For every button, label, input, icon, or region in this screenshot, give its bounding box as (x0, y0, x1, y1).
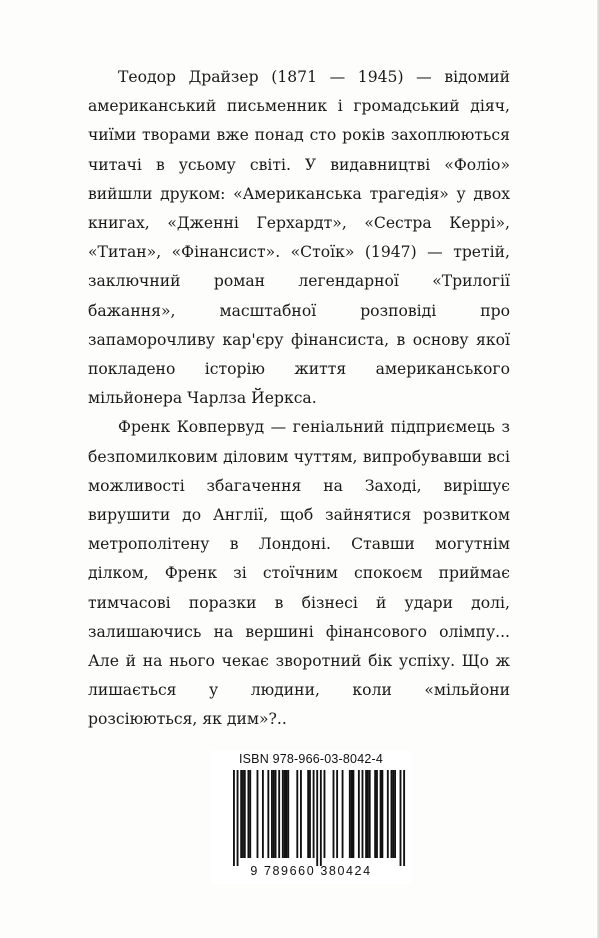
barcode-bar (352, 770, 354, 858)
barcode-bar (324, 770, 326, 858)
barcode-bar (367, 770, 369, 858)
barcode-bar (233, 770, 235, 866)
barcode-bar (242, 770, 244, 858)
barcode-bar (247, 770, 249, 858)
barcode-bar (336, 770, 338, 858)
barcode-bar (307, 770, 309, 858)
isbn-block (211, 750, 411, 884)
barcode-bar (249, 770, 251, 858)
barcode-bar (376, 770, 378, 858)
barcode-bar (262, 770, 264, 858)
barcode-bar (309, 770, 311, 858)
barcode-bar (365, 770, 367, 858)
barcode-bar (286, 770, 288, 858)
barcode-bar (273, 770, 275, 858)
barcode-bar (380, 770, 382, 858)
barcode-bar (381, 770, 383, 858)
barcode-bar (284, 770, 286, 858)
barcode-bar (349, 770, 351, 858)
barcode-bar (244, 770, 246, 858)
barcode-bar (392, 770, 394, 858)
barcode-bar (271, 770, 273, 858)
barcode-bar (403, 770, 405, 866)
barcode-bar (313, 770, 315, 858)
barcode-bar (358, 770, 360, 858)
barcode-bar (257, 770, 259, 858)
barcode-bar (240, 770, 242, 858)
barcode-digits: 9 789660 380424 (250, 864, 372, 878)
barcode-bar (296, 770, 298, 858)
barcode-bar (400, 770, 402, 866)
barcode (219, 770, 409, 866)
barcode-bar (278, 770, 280, 858)
barcode-bar (374, 770, 376, 858)
description-paragraph-2: Френк Ковпервуд — геніальний підприємець з безпомилковим діловим чуттям, випробувавши всі можливості збагачення на Заході, вирішує вирушити до Англії, щоб зайнятися розвитком метрополітену в Лондоні. Ставши могутнім ділком, Френк зі стоїчним спокоєм приймає тимчасові поразки в бізнесі й удари долі, залишаючись на вершині фінансового олімпу... Але й на нього чекає зворотний бік успіху. Що ж лишається у людини, коли «мільйони розсіюються, як дим»?.. (88, 418, 510, 729)
barcode-bar (369, 770, 371, 858)
barcode-bar (267, 770, 269, 858)
barcode-bar (316, 770, 318, 866)
barcode-bar (333, 770, 335, 858)
barcode-bar (287, 770, 289, 858)
description-paragraph-1: Теодор Драйзер (1871 — 1945) — відомий американський письменник і громадський діяч, чиїми творами вже понад сто років захоплюються читачі в усьому світі. У видавництві «Фоліо» вийшли друком: «Американська трагедія» у двох книгах, «Дженні Герхардт», «Сестра Керрі», «Титан», «Фінансист». «Стоїк» (1947) — третій, заключний роман легендарної «Трилогії бажання», масштабної розповіді про запаморочливу кар'єру фінансиста, в основу якої покладено історію життя американського мільйонера Чарлза Йеркса. (88, 68, 510, 408)
barcode-bar (237, 770, 239, 866)
book-description (88, 63, 510, 735)
barcode-bar (351, 770, 353, 858)
isbn-label: ISBN 978-966-03-8042-4 (238, 752, 384, 766)
barcode-bar (391, 770, 393, 858)
barcode-bar (282, 770, 284, 858)
barcode-bar (362, 770, 364, 858)
barcode-bar (320, 770, 322, 866)
barcode-bar (300, 770, 302, 858)
barcode-bar (342, 770, 344, 858)
barcode-bar (387, 770, 389, 858)
barcode-bar (394, 770, 396, 858)
barcode-bar (275, 770, 277, 858)
